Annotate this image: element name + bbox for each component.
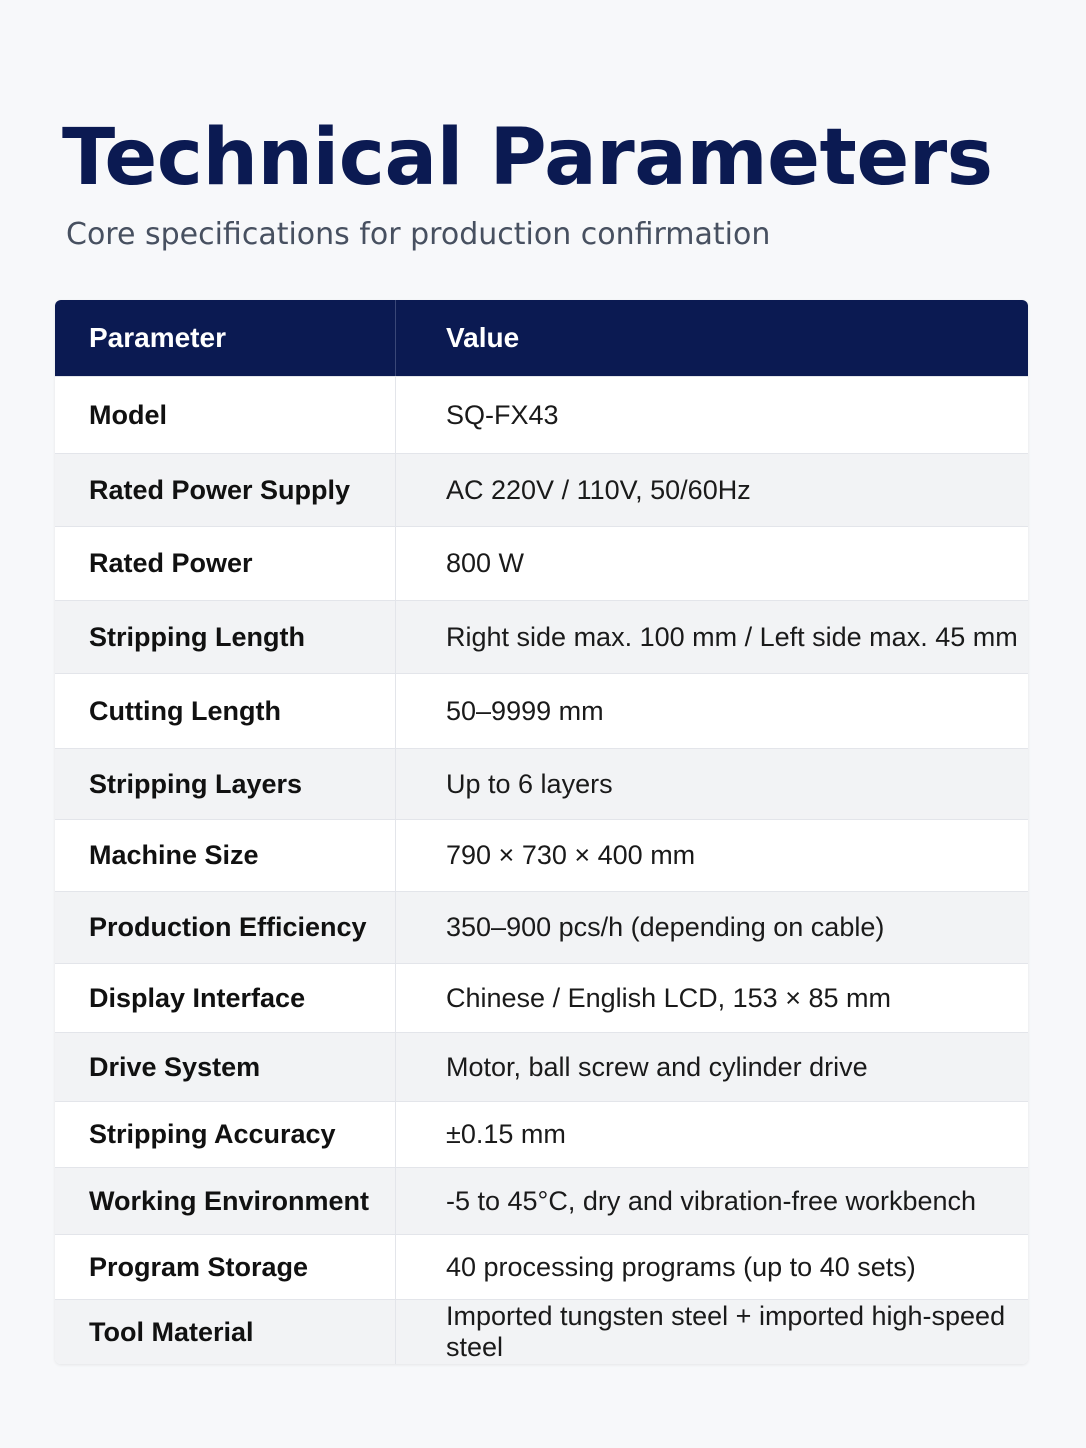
table-row xyxy=(55,1101,1028,1167)
page-subtitle: Core specifications for production confirmation xyxy=(66,217,771,252)
parameters-table xyxy=(55,300,1028,1364)
parameter-cell: Program Storage xyxy=(55,1235,396,1299)
header-parameter: Parameter xyxy=(55,300,396,376)
parameter-cell: Stripping Layers xyxy=(55,749,396,819)
value-cell: ±0.15 mm xyxy=(446,1119,566,1149)
table-row xyxy=(55,819,1028,891)
table-row xyxy=(55,673,1028,748)
table-row xyxy=(55,748,1028,819)
parameter-cell: Drive System xyxy=(55,1033,396,1101)
parameter-cell: Display Interface xyxy=(55,964,396,1032)
parameter-cell: Cutting Length xyxy=(55,674,396,748)
value-cell: Motor, ball screw and cylinder drive xyxy=(446,1051,868,1082)
parameter-cell: Machine Size xyxy=(55,820,396,891)
parameter-cell: Model xyxy=(55,377,396,453)
parameter-cell: Rated Power xyxy=(55,527,396,600)
table-row xyxy=(55,1167,1028,1234)
table-header xyxy=(55,300,1028,376)
table-row xyxy=(55,963,1028,1032)
table-row xyxy=(55,1234,1028,1299)
value-cell: -5 to 45°C, dry and vibration-free workbench xyxy=(446,1185,977,1216)
parameter-cell: Production Efficiency xyxy=(55,892,396,963)
table-body xyxy=(55,376,1028,1364)
value-cell: AC 220V / 110V, 50/60Hz xyxy=(446,474,751,505)
table-row xyxy=(55,453,1028,526)
parameter-cell: Tool Material xyxy=(55,1300,396,1364)
table-row xyxy=(55,600,1028,673)
value-cell: Right side max. 100 mm / Left side max. 45 mm xyxy=(446,621,1018,652)
table-row xyxy=(55,1299,1028,1364)
value-cell: Imported tungsten steel + imported high-speed steel xyxy=(446,1301,1006,1362)
value-cell: SQ-FX43 xyxy=(446,399,559,430)
parameter-cell: Stripping Length xyxy=(55,601,396,673)
table-row xyxy=(55,376,1028,453)
table-row xyxy=(55,891,1028,963)
value-cell: 790 × 730 × 400 mm xyxy=(446,840,696,870)
value-cell: Up to 6 layers xyxy=(446,768,613,799)
value-cell: 50–9999 mm xyxy=(446,695,604,726)
value-cell: Chinese / English LCD, 153 × 85 mm xyxy=(446,982,891,1013)
parameter-cell: Rated Power Supply xyxy=(55,454,396,526)
value-cell: 40 processing programs (up to 40 sets) xyxy=(446,1251,916,1282)
parameter-cell: Stripping Accuracy xyxy=(55,1102,396,1167)
header-value: Value xyxy=(446,322,520,353)
parameter-cell: Working Environment xyxy=(55,1168,396,1234)
page-title: Technical Parameters xyxy=(62,113,993,203)
table-row xyxy=(55,526,1028,600)
table-row xyxy=(55,1032,1028,1101)
value-cell: 800 W xyxy=(446,548,525,578)
value-cell: 350–900 pcs/h (depending on cable) xyxy=(446,912,885,942)
